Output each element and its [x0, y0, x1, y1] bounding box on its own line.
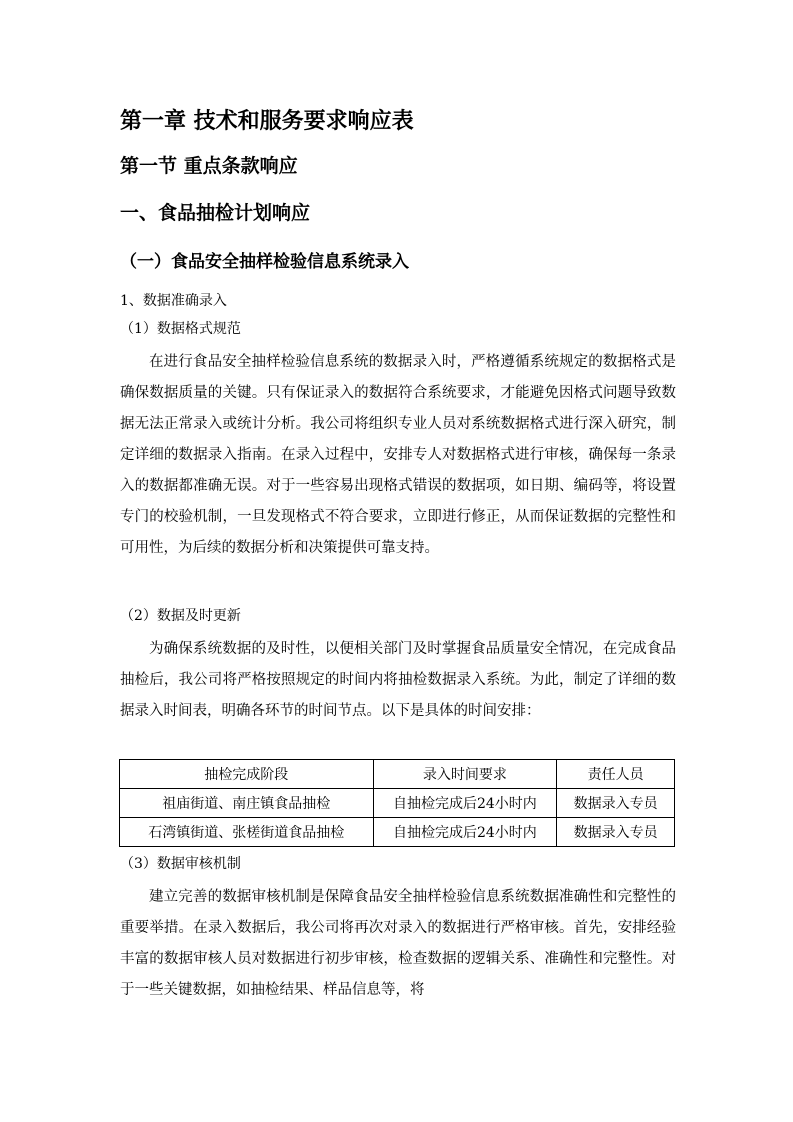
table-cell: 自抽检完成后24小时内 — [373, 818, 557, 847]
table-cell: 数据录入专员 — [557, 818, 675, 847]
review-mechanism-paragraph: 建立完善的数据审核机制是保障食品安全抽样检验信息系统数据准确性和完整性的重要举措。在录入数据后，我公司将再次对录入的数据进行严格审核。首先，安排经验丰富的数据审核人员对数据进行初步审核，检查数据的逻辑关系、准确性和完整性。对于一些关键数据，如抽检结果、样品信息等，将 — [120, 889, 676, 998]
table-row — [120, 789, 675, 818]
chapter-title: 第一章 技术和服务要求响应表 — [120, 109, 414, 134]
table-header-row — [120, 760, 675, 789]
table-cell: 祖庙街道、南庄镇食品抽检 — [120, 789, 374, 818]
entry-schedule-table — [119, 759, 675, 847]
timely-update-paragraph: 为确保系统数据的及时性，以便相关部门及时掌握食品质量安全情况，在完成食品抽检后，我公司将严格按照规定的时间内将抽检数据录入系统。为此，制定了详细的数据录入时间表，明确各环节的时间节点。以下是具体的时间安排： — [120, 641, 676, 719]
table-header-cell: 责任人员 — [557, 760, 675, 789]
table-row — [120, 818, 675, 847]
table-cell: 数据录入专员 — [557, 789, 675, 818]
table-cell: 石湾镇街道、张槎街道食品抽检 — [120, 818, 374, 847]
format-spec-paragraph: 在进行食品安全抽样检验信息系统的数据录入时，严格遵循系统规定的数据格式是确保数据质量的关键。只有保证录入的数据符合系统要求，才能避免因格式问题导致数据无法正常录入或统计分析。我公司将组织专业人员对系统数据格式进行深入研究，制定详细的数据录入指南。在录入过程中，安排专人对数据格式进行审核，确保每一条录入的数据都准确无误。对于一些容易出现格式错误的数据项，如日期、编码等，将设置专门的校验机制，一旦发现格式不符合要求，立即进行修正，从而保证数据的完整性和可用性，为后续的数据分析和决策提供可靠支持。 — [120, 354, 676, 556]
item-title: 1、数据准确录入 — [120, 293, 227, 309]
subpart-title: （一）食品安全抽样检验信息系统录入 — [120, 252, 409, 272]
table-header-cell: 录入时间要求 — [373, 760, 557, 789]
review-mechanism-title: （3）数据审核机制 — [120, 856, 241, 872]
format-spec-title: （1）数据格式规范 — [120, 321, 241, 337]
timely-update-title: （2）数据及时更新 — [120, 608, 241, 624]
part-title: 一、食品抽检计划响应 — [120, 202, 311, 224]
table-header-cell: 抽检完成阶段 — [120, 760, 374, 789]
table-cell: 自抽检完成后24小时内 — [373, 789, 557, 818]
section-title: 第一节 重点条款响应 — [120, 155, 298, 177]
